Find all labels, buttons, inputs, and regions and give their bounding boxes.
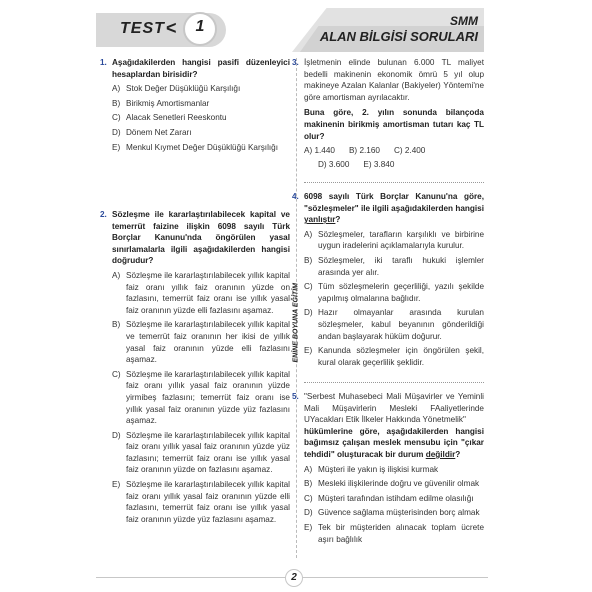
vertical-label (291, 283, 301, 363)
option-letter: B) (112, 98, 121, 108)
option-text: Alacak Senetleri Reeskontu (126, 113, 227, 123)
option-text: 1.440 (314, 146, 335, 156)
option-e[interactable] (304, 522, 484, 545)
question-number: 5. (292, 392, 299, 401)
option-a[interactable] (304, 229, 484, 252)
test-label: TEST (120, 20, 165, 37)
option-text: Sözleşme ile kararlaştırılabilecek yıllık kapital faiz oranı yıllık yasal faiz oranının yüzde yüz fazlasını; temerrüt faiz oranı ise yıllık yasal faiz oranının yüzde on fazlasını aşamaz. (126, 430, 290, 475)
option-e[interactable] (363, 159, 394, 171)
option-text: Sözleşme ile kararlaştırılabilecek yıllık kapital faiz oranı yıllık yasal faiz oranının yüzde elli fazlasını, temerrüt faiz oranı ise yıllık yasal faiz oranının yüzde yüz fazlasını aşamaz. (126, 480, 290, 524)
stem-text: 6098 sayılı Türk Borçlar Kanunu'na göre, "sözleşmeler" ile ilgili aşağıdakilerden hangisi (304, 192, 484, 213)
question-number: 4. (292, 192, 299, 201)
option-letter: A) (112, 270, 121, 280)
option-c[interactable] (112, 112, 290, 124)
question-stem: Aşağıdakilerden hangisi pasifi düzenleyici hesaplardan birisidir? (112, 58, 290, 79)
option-c[interactable] (304, 281, 484, 304)
option-letter: A) (304, 146, 313, 156)
stem-underline: yanlıştır (304, 215, 336, 225)
option-text: Sözleşme ile kararlaştırılabilecek yıllık kapital ve temerrüt faiz oranının her ikisi de yıllık yasal faiz oranının yüzde elli fazlasını aşamaz. (126, 320, 290, 365)
option-d[interactable] (304, 507, 484, 519)
option-text: Sözleşmeler, iki taraflı hukuki işlemler arasında yer alır. (318, 255, 484, 277)
question-body: İşletmenin elinde bulunan 6.000 TL maliyet bedelli makinenin ekonomik ömrü 5 yıl olup makineye Azalan Kalanlar (Bakiyeler) Yöntemi'ne göre amortisman ayrılacaktır. (304, 58, 484, 102)
option-d[interactable] (112, 127, 290, 139)
option-text: Müşteri tarafından istihdam edilme olasılığı (318, 493, 474, 503)
option-e[interactable] (112, 479, 290, 525)
option-letter: B) (348, 146, 358, 156)
question-number: 2. (100, 210, 107, 219)
option-letter: C) (304, 282, 313, 292)
option-letter: D) (112, 127, 121, 137)
question-number: 1. (100, 58, 107, 67)
option-b[interactable] (349, 145, 380, 157)
option-letter: E) (363, 159, 372, 169)
option-text: Tüm sözleşmelerin geçerliliği, yazılı şekilde yapılmış olmalarına bağlıdır. (318, 282, 484, 303)
option-letter: E) (112, 480, 121, 490)
question-2 (100, 209, 290, 528)
option-text: 2.160 (359, 146, 380, 156)
option-e[interactable] (304, 345, 484, 368)
option-d[interactable] (304, 159, 349, 171)
options-list (304, 464, 484, 546)
option-letter: D) (112, 430, 121, 440)
question-stem (304, 426, 484, 461)
option-text: Menkul Kıymet Değer Düşüklüğü Karşılığı (126, 142, 278, 152)
option-letter: A) (112, 84, 121, 94)
option-a[interactable] (112, 83, 290, 95)
option-c[interactable] (394, 145, 425, 157)
option-text: Stok Değer Düşüklüğü Karşılığı (126, 84, 241, 94)
question-number: 3. (292, 58, 299, 67)
option-d[interactable] (112, 430, 290, 476)
option-letter: C) (393, 146, 403, 156)
option-c[interactable] (112, 369, 290, 427)
page-number: 2 (291, 572, 297, 583)
question-1 (100, 57, 290, 156)
option-letter: E) (304, 346, 313, 356)
question-3 (292, 57, 484, 170)
stem-end: ? (335, 215, 341, 225)
option-letter: A) (304, 464, 313, 474)
option-a[interactable] (112, 270, 290, 316)
question-5 (292, 391, 484, 548)
option-text: 3.840 (373, 159, 395, 169)
option-text: Müşteri ile yakın iş ilişkisi kurmak (318, 464, 439, 474)
stem-underline: değildir (425, 449, 456, 459)
option-text: Sözleşmeler, tarafların karşılıklı ve birbirine uygun iradelerini açıklamalarıyla kurulur. (318, 229, 484, 251)
stem-text: hükümlerine göre, aşağıdakilerden hangisi bağımsız çalışan meslek mensubu için "çıkar tehdidi" oluşturacak bir durum (304, 426, 484, 459)
option-letter: D) (304, 308, 313, 318)
option-letter: C) (112, 369, 121, 379)
question-body: "Serbest Muhasebeci Mali Müşavirler ve Yeminli Mali Müşavirlerin Mesleki FAaliyetlerinde UYacakları Etik İlkeler Hakkında Yönetmelik" (304, 392, 484, 425)
chevron-left-icon: < (166, 18, 177, 38)
page-title: ALAN BİLGİSİ SORULARI (319, 29, 478, 44)
option-a[interactable] (304, 145, 335, 157)
options-list-row2 (304, 159, 484, 171)
option-letter: C) (112, 113, 121, 123)
option-text: 3.600 (328, 159, 350, 169)
option-text: Mesleki ilişkilerinde doğru ve güvenilir olmak (318, 479, 480, 489)
option-text: Birikmiş Amortismanlar (126, 98, 210, 108)
question-stem: Sözleşme ile kararlaştırılabilecek kapital ve temerrüt faizine ilişkin 6098 sayılı Türk Borçlar Kanunu'nda öngörülen yasal sınırlamalarla ilgili aşağıdakilerden hangisi doğrudur? (112, 210, 290, 266)
option-d[interactable] (304, 307, 484, 342)
options-list (304, 145, 484, 157)
option-text: Sözleşme ile kararlaştırılabilecek yıllık kapital faiz oranı yıllık yasal faiz oranının yüzde yirmibeş fazlasını; temerrüt faiz oranı ise yıllık yasal faiz oranının yüzde yüz fazlasını aşamaz. (126, 369, 290, 426)
option-letter: B) (112, 320, 121, 330)
option-text: Tek bir müşteriden alınacak toplam ücrete aşırı bağlılık (318, 522, 484, 544)
header-smm: SMM (450, 14, 478, 28)
option-b[interactable] (304, 255, 484, 278)
question-separator (304, 182, 484, 183)
stem-end: ? (455, 449, 461, 459)
option-letter: A) (304, 229, 313, 239)
option-b[interactable] (304, 478, 484, 490)
option-letter: B) (304, 479, 313, 489)
vertical-text: ENİNE BOYUNA EĞİTİM (292, 283, 300, 363)
option-letter: D) (318, 159, 327, 169)
option-text: Güvence sağlama müşterisinden borç almak (318, 508, 480, 518)
option-letter: D) (304, 508, 313, 518)
option-text: Dönem Net Zararı (126, 127, 192, 137)
question-separator (304, 382, 484, 383)
option-text: Hazır olmayanlar arasında kurulan sözleşmeler, kabul beyanının gönderildiği andan başlayarak hüküm doğurur. (318, 308, 484, 341)
option-b[interactable] (112, 98, 290, 110)
option-letter: C) (304, 493, 313, 503)
option-letter: B) (304, 255, 313, 265)
option-c[interactable] (304, 493, 484, 505)
option-text: Sözleşme ile kararlaştırılabilecek yıllık kapital faiz oranı yıllık faiz oranının yüzde on fazlasını, temerrüt faiz oranı ise yıllık yasal faiz oranının yüzde elli fazlasını aşamaz. (126, 270, 290, 315)
options-list (112, 270, 290, 525)
question-stem: Buna göre, 2. yılın sonunda bilançoda makinenin birikmiş amortisman tutarı kaç TL olur? (304, 108, 484, 141)
test-number: 1 (195, 18, 205, 35)
option-e[interactable] (112, 142, 290, 154)
option-a[interactable] (304, 464, 484, 476)
option-text: 2.400 (404, 146, 426, 156)
option-text: Kanunda sözleşmeler için öngörülen şekil, kural olarak geçerlilik şeklidir. (318, 346, 484, 367)
options-list (304, 229, 484, 369)
option-letter: E) (112, 142, 121, 152)
question-stem (304, 191, 484, 226)
option-letter: E) (304, 522, 313, 532)
option-b[interactable] (112, 319, 290, 365)
options-list (112, 83, 290, 153)
